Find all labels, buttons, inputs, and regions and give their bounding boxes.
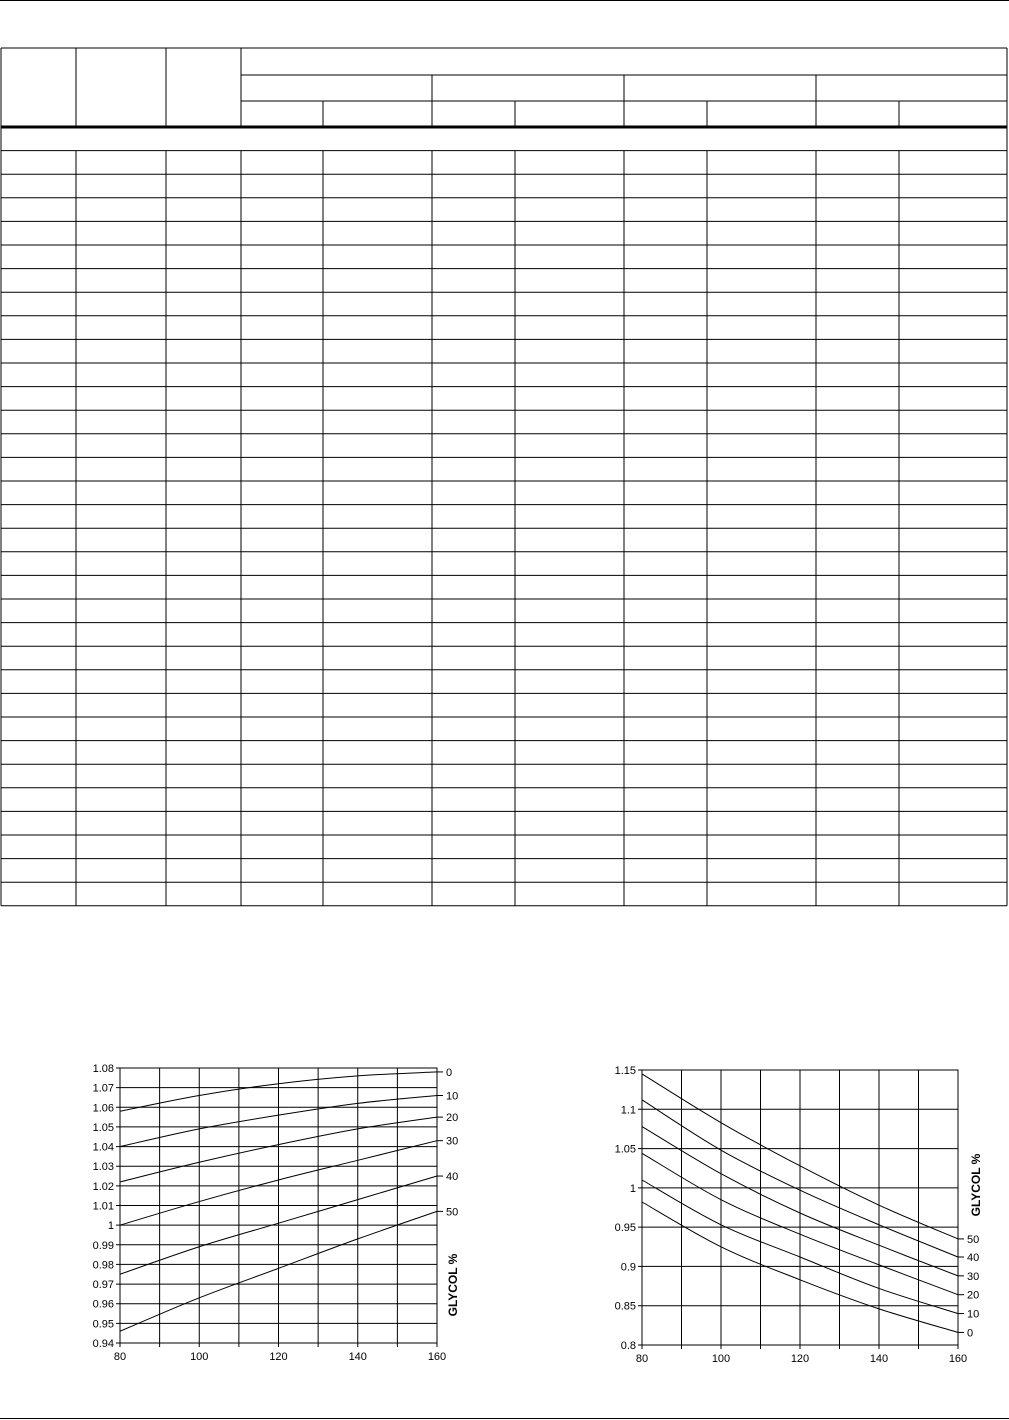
y-tick-label: 1.02 xyxy=(92,1180,114,1193)
y-tick-label: 1 xyxy=(629,1182,636,1195)
x-tick-label: 140 xyxy=(869,1353,889,1365)
x-tick-label: 160 xyxy=(948,1353,968,1365)
y-tick-label: 0.95 xyxy=(614,1222,636,1235)
x-tick-label: 80 xyxy=(635,1353,649,1365)
series-label-20: 20 xyxy=(446,1112,459,1125)
series-label-40: 40 xyxy=(967,1252,980,1264)
y-tick-label: 0.85 xyxy=(614,1300,636,1313)
glycol-axis-label: GLYCOL % xyxy=(446,1253,460,1317)
y-tick-label: 0.98 xyxy=(92,1259,114,1272)
y-tick-label: 0.94 xyxy=(92,1338,114,1350)
y-tick-label: 1.07 xyxy=(92,1082,114,1095)
y-tick-label: 1.04 xyxy=(92,1141,114,1154)
series-label-0: 0 xyxy=(446,1066,453,1079)
series-label-50: 50 xyxy=(967,1233,980,1246)
y-tick-label: 1.06 xyxy=(92,1102,114,1115)
y-tick-label: 1.05 xyxy=(92,1121,114,1134)
y-tick-label: 0.9 xyxy=(620,1261,636,1274)
y-tick-label: 0.99 xyxy=(92,1239,114,1252)
chart-left xyxy=(80,1060,500,1380)
series-label-20: 20 xyxy=(967,1289,980,1302)
series-label-30: 30 xyxy=(446,1135,459,1148)
x-tick-label: 160 xyxy=(427,1351,447,1363)
x-tick-label: 120 xyxy=(269,1351,288,1363)
series-label-0: 0 xyxy=(967,1327,974,1340)
y-tick-label: 1.1 xyxy=(620,1104,636,1117)
x-tick-label: 100 xyxy=(190,1351,209,1363)
x-tick-label: 80 xyxy=(113,1351,127,1363)
y-tick-label: 0.8 xyxy=(620,1340,636,1352)
series-label-10: 10 xyxy=(967,1308,980,1321)
series-label-40: 40 xyxy=(446,1171,459,1184)
series-label-30: 30 xyxy=(967,1270,980,1283)
y-tick-label: 0.95 xyxy=(92,1318,114,1331)
glycol-axis-label: GLYCOL % xyxy=(969,1153,983,1217)
x-tick-label: 100 xyxy=(711,1353,731,1365)
y-tick-label: 1.15 xyxy=(614,1065,636,1077)
y-tick-label: 1.08 xyxy=(92,1063,114,1075)
series-label-50: 50 xyxy=(446,1206,459,1219)
y-tick-label: 0.97 xyxy=(92,1279,114,1292)
y-tick-label: 1.03 xyxy=(92,1161,114,1174)
y-tick-label: 0.96 xyxy=(92,1298,114,1311)
x-tick-label: 120 xyxy=(790,1353,810,1365)
series-label-10: 10 xyxy=(446,1090,459,1103)
y-tick-label: 1.05 xyxy=(614,1143,636,1156)
x-tick-label: 140 xyxy=(348,1351,367,1363)
y-tick-label: 1.01 xyxy=(92,1200,114,1213)
y-tick-label: 1 xyxy=(107,1220,114,1233)
chart-right xyxy=(600,1060,1009,1380)
bottom-rule xyxy=(0,1418,1009,1419)
